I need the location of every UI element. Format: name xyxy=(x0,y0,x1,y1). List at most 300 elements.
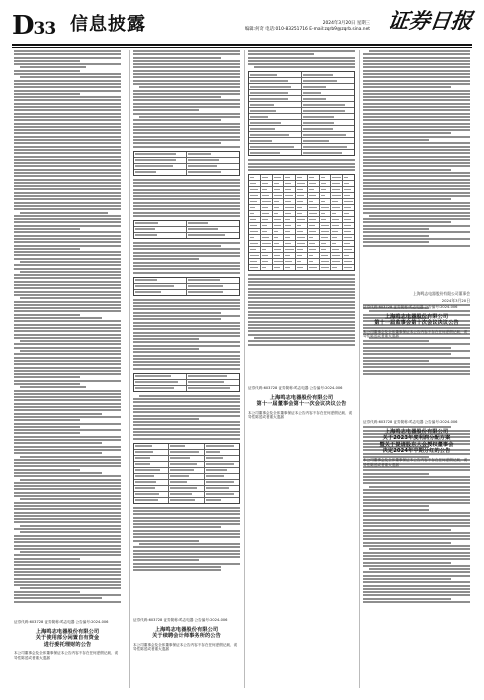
body-text-line xyxy=(363,545,470,547)
table-cell xyxy=(273,211,285,216)
body-text-line xyxy=(363,565,470,567)
body-text-line xyxy=(14,307,121,309)
table-cell xyxy=(169,468,204,473)
body-text-line xyxy=(363,347,451,349)
body-text-line xyxy=(14,126,121,128)
page-number xyxy=(12,12,55,43)
body-text-line xyxy=(133,520,240,522)
body-text-line xyxy=(14,432,80,434)
body-text-line xyxy=(248,166,355,168)
body-text-line xyxy=(14,202,121,204)
body-text-line xyxy=(14,330,121,332)
table-cell xyxy=(205,450,239,455)
body-text-line xyxy=(363,96,470,98)
table-cell xyxy=(302,132,354,137)
body-text-line xyxy=(14,287,121,289)
body-text-line xyxy=(363,562,451,564)
table-cell xyxy=(249,84,302,89)
body-text-line xyxy=(133,566,221,568)
body-text-line xyxy=(363,129,470,131)
table-cell xyxy=(187,374,239,379)
body-text-line xyxy=(14,304,121,306)
body-text-line xyxy=(363,90,470,92)
masthead xyxy=(12,10,472,44)
table-cell xyxy=(284,211,296,216)
body-text-line xyxy=(363,238,470,240)
body-text-line xyxy=(248,57,355,59)
cell-text-texture xyxy=(274,261,283,263)
cell-text-texture xyxy=(297,201,303,203)
table-cell xyxy=(331,211,343,216)
body-text-line xyxy=(14,228,80,230)
body-text-line xyxy=(14,554,121,556)
body-text-line xyxy=(14,508,121,510)
table-cell xyxy=(169,456,204,461)
body-text-line xyxy=(248,311,355,313)
cell-text-texture xyxy=(250,80,288,82)
body-text-line xyxy=(14,459,121,461)
cell-text-texture xyxy=(262,231,267,233)
body-text-line xyxy=(14,90,121,92)
cell-text-texture xyxy=(274,177,282,179)
table-cell xyxy=(261,217,273,222)
body-text-line xyxy=(14,320,121,322)
table-cell xyxy=(308,223,320,228)
body-text-line xyxy=(14,185,121,187)
table-cell xyxy=(284,181,296,186)
body-text-line xyxy=(14,561,121,563)
body-text-line xyxy=(14,218,121,220)
stock-code: 证券代码:603728 证券简称:鸣志电器 公告编号:2024-006 xyxy=(363,305,458,309)
body-text-line xyxy=(14,136,121,138)
body-text-line xyxy=(133,510,240,512)
cell-text-texture xyxy=(188,165,217,167)
table-cell xyxy=(331,229,343,234)
body-text-line xyxy=(14,403,121,405)
table-cell xyxy=(331,265,343,270)
cell-text-texture xyxy=(262,219,268,221)
cell-text-texture xyxy=(285,201,291,203)
body-text-line xyxy=(14,324,121,326)
cell-text-texture xyxy=(297,219,305,221)
data-table xyxy=(133,220,240,239)
body-text-line xyxy=(14,482,121,484)
body-text-line xyxy=(14,149,121,151)
table-cell xyxy=(187,233,239,238)
body-text-line xyxy=(14,601,121,603)
body-text-line xyxy=(133,364,240,366)
body-text-line xyxy=(248,169,355,171)
table-row xyxy=(134,170,239,175)
body-text-line xyxy=(363,496,470,498)
table-cell xyxy=(134,227,187,232)
body-text-line xyxy=(14,465,121,467)
cell-text-texture xyxy=(321,255,328,257)
cell-text-texture xyxy=(135,285,174,287)
body-text-line xyxy=(133,83,240,85)
table-cell xyxy=(273,199,285,204)
body-text-line xyxy=(14,63,121,65)
cell-text-texture xyxy=(274,225,281,227)
body-text-line xyxy=(133,60,240,62)
body-text-line xyxy=(248,291,355,293)
table-cell xyxy=(296,187,308,192)
table-cell xyxy=(261,229,273,234)
body-text-line xyxy=(14,284,121,286)
body-text-line xyxy=(20,531,121,533)
table-cell xyxy=(308,175,320,180)
data-table xyxy=(248,71,355,156)
body-text-line xyxy=(248,330,355,332)
cell-text-texture xyxy=(250,195,258,197)
table-cell xyxy=(249,102,302,107)
cell-text-texture xyxy=(250,183,256,185)
table-cell xyxy=(134,152,187,157)
cell-text-texture xyxy=(274,249,281,251)
body-text-line xyxy=(363,350,470,352)
body-text-line xyxy=(133,182,240,184)
body-text-line xyxy=(363,502,470,504)
cell-text-texture xyxy=(135,445,152,447)
table-cell xyxy=(134,170,187,175)
table-cell xyxy=(343,205,354,210)
cell-text-texture xyxy=(206,481,235,483)
body-text-line xyxy=(14,485,121,487)
cell-text-texture xyxy=(206,457,223,459)
table-cell xyxy=(134,480,169,485)
cell-text-texture xyxy=(250,140,272,142)
signoff-block xyxy=(363,290,470,306)
table-cell xyxy=(320,199,332,204)
body-text-line xyxy=(133,526,221,528)
table-cell xyxy=(249,114,302,119)
cell-text-texture xyxy=(188,234,225,236)
body-text-line xyxy=(363,169,451,171)
table-cell xyxy=(249,253,261,258)
body-text-line xyxy=(363,83,470,85)
table-cell xyxy=(187,152,239,157)
table-cell xyxy=(134,158,187,163)
body-text-line xyxy=(369,568,470,570)
body-text-line xyxy=(14,175,121,177)
table-cell xyxy=(296,229,308,234)
cell-text-texture xyxy=(309,267,317,269)
body-text-line xyxy=(363,505,429,507)
cell-text-texture xyxy=(170,487,197,489)
cell-text-texture xyxy=(274,267,280,269)
body-text-line xyxy=(14,541,121,543)
table-cell xyxy=(205,486,239,491)
table-cell xyxy=(261,259,273,264)
cell-text-texture xyxy=(285,237,290,239)
body-text-line xyxy=(363,113,470,115)
body-text-line xyxy=(133,308,240,310)
body-text-line xyxy=(363,116,470,118)
cell-text-texture xyxy=(135,451,153,453)
body-text-line xyxy=(363,146,470,148)
body-text-line xyxy=(248,307,355,309)
cell-text-texture xyxy=(250,152,280,154)
body-text-line xyxy=(20,525,121,527)
table-cell xyxy=(134,290,187,295)
body-text-line xyxy=(14,221,121,223)
table-cell xyxy=(273,229,285,234)
cell-text-texture xyxy=(297,231,302,233)
body-text-line xyxy=(14,188,121,190)
body-text-line xyxy=(363,123,470,125)
body-text-line xyxy=(14,132,121,134)
cell-text-texture xyxy=(309,237,313,239)
body-text-line xyxy=(14,314,80,316)
table-cell xyxy=(331,223,343,228)
cell-text-texture xyxy=(206,451,220,453)
cell-text-texture xyxy=(170,457,189,459)
cell-text-texture xyxy=(250,134,289,136)
table-cell xyxy=(261,193,273,198)
table-cell xyxy=(261,205,273,210)
table-cell xyxy=(273,217,285,222)
body-text-line xyxy=(363,601,470,603)
table-cell xyxy=(320,217,332,222)
cell-text-texture xyxy=(135,469,160,471)
table-cell xyxy=(273,259,285,264)
table-cell xyxy=(343,229,354,234)
notice-heading: 上海鸣志电器股份有限公司 关于2023年度利润分配方案 暨关于提请股东大会授权董事会 决定2024年中期分红的公告 xyxy=(379,428,454,455)
body-text-line xyxy=(20,340,121,342)
body-text-line xyxy=(14,442,102,444)
body-text-line xyxy=(363,126,470,128)
data-table xyxy=(133,373,240,392)
cell-text-texture xyxy=(262,189,267,191)
cell-text-texture xyxy=(321,237,328,239)
body-text-line xyxy=(363,479,470,481)
table-cell xyxy=(249,211,261,216)
body-text-line xyxy=(14,383,80,385)
cell-text-texture xyxy=(285,183,290,185)
cell-text-texture xyxy=(262,237,270,239)
cell-text-texture xyxy=(344,189,351,191)
table-cell xyxy=(296,223,308,228)
body-text-line xyxy=(14,492,121,494)
body-text-line xyxy=(133,53,240,55)
body-text-line xyxy=(14,597,102,599)
body-text-line xyxy=(363,340,429,342)
body-text-line xyxy=(133,70,240,72)
table-cell xyxy=(187,158,239,163)
cell-text-texture xyxy=(303,74,333,76)
table-cell xyxy=(187,380,239,385)
body-text-line xyxy=(14,241,121,243)
body-text-line xyxy=(14,294,121,296)
cell-text-texture xyxy=(285,207,294,209)
table-cell xyxy=(187,164,239,169)
body-text-line xyxy=(363,241,429,243)
table-cell xyxy=(302,114,354,119)
body-text-line xyxy=(248,159,355,161)
body-text-line xyxy=(14,182,121,184)
body-text-line xyxy=(20,386,86,388)
cell-text-texture xyxy=(332,225,339,227)
cell-text-texture xyxy=(188,387,230,389)
table-cell xyxy=(308,199,320,204)
table-cell xyxy=(249,175,261,180)
body-text-line xyxy=(14,571,121,573)
body-text-line xyxy=(14,515,121,517)
cell-text-texture xyxy=(321,267,330,269)
table-cell xyxy=(331,235,343,240)
body-text-line xyxy=(14,406,121,408)
cell-text-texture xyxy=(170,493,191,495)
cell-text-texture xyxy=(344,201,353,203)
table-cell xyxy=(205,498,239,503)
table-cell xyxy=(249,229,261,234)
cell-text-texture xyxy=(297,225,301,227)
body-text-line xyxy=(20,76,121,78)
cell-text-texture xyxy=(274,255,280,257)
cell-text-texture xyxy=(332,267,337,269)
body-text-line xyxy=(14,416,121,418)
body-text-line xyxy=(363,156,470,158)
table-cell xyxy=(331,247,343,252)
table-cell xyxy=(284,205,296,210)
cell-text-texture xyxy=(332,183,340,185)
body-text-line xyxy=(363,585,470,587)
table-cell xyxy=(261,223,273,228)
cell-text-texture xyxy=(206,475,225,477)
cell-text-texture xyxy=(170,475,188,477)
cell-text-texture xyxy=(321,261,329,263)
notice-block-col1 xyxy=(14,620,121,661)
column-2 xyxy=(133,50,240,690)
body-text-line xyxy=(133,103,240,105)
body-text-line xyxy=(248,314,355,316)
body-text-line xyxy=(133,80,240,82)
body-text-line xyxy=(133,252,240,254)
body-text-line xyxy=(139,86,240,88)
table-cell xyxy=(169,480,204,485)
body-text-line xyxy=(14,165,121,167)
body-text-line xyxy=(133,507,240,509)
body-text-line xyxy=(363,591,470,593)
body-text-line xyxy=(133,553,240,555)
table-row xyxy=(134,233,239,238)
body-text-line xyxy=(133,73,240,75)
table-cell xyxy=(134,233,187,238)
body-text-line xyxy=(14,390,121,392)
cell-text-texture xyxy=(250,189,258,191)
table-cell xyxy=(308,229,320,234)
body-text-line xyxy=(133,146,240,148)
table-cell xyxy=(284,265,296,270)
body-text-line xyxy=(363,152,470,154)
table-cell xyxy=(134,221,187,226)
table-cell xyxy=(134,444,169,449)
cell-text-texture xyxy=(309,249,316,251)
table-cell xyxy=(302,138,354,143)
body-text-line xyxy=(363,212,470,214)
body-text-line xyxy=(14,502,121,504)
body-text-line xyxy=(248,281,355,283)
body-text-line xyxy=(363,99,470,101)
notice-block-col2 xyxy=(133,618,240,652)
body-text-line xyxy=(14,429,121,431)
body-text-line xyxy=(363,552,470,554)
body-text-line xyxy=(14,258,121,260)
body-text-line xyxy=(14,129,121,131)
notice-heading: 上海鸣志电器股份有限公司 第十一届监事会第十次会议决议公告 xyxy=(374,313,459,327)
cell-text-texture xyxy=(250,74,277,76)
body-text-line xyxy=(20,212,108,214)
table-cell xyxy=(296,181,308,186)
cell-text-texture xyxy=(135,487,155,489)
body-text-line xyxy=(133,424,240,426)
body-text-line xyxy=(14,86,121,88)
cell-text-texture xyxy=(135,481,156,483)
cell-text-texture xyxy=(309,189,314,191)
cell-text-texture xyxy=(297,249,303,251)
cell-text-texture xyxy=(188,279,220,281)
body-text-line xyxy=(363,66,470,68)
table-cell xyxy=(249,96,302,101)
body-text-line xyxy=(14,116,121,118)
cell-text-texture xyxy=(250,86,291,88)
cell-text-texture xyxy=(262,183,269,185)
body-text-line xyxy=(133,335,240,337)
body-text-line xyxy=(133,109,199,111)
cell-text-texture xyxy=(250,261,257,263)
body-text-line xyxy=(14,393,121,395)
body-text-line xyxy=(363,218,470,220)
cell-text-texture xyxy=(250,219,256,221)
body-text-line xyxy=(363,360,429,362)
body-text-line xyxy=(14,413,102,415)
table-cell xyxy=(134,492,169,497)
table-cell xyxy=(249,235,261,240)
board-statement: 本公司董事会及全体董事保证本公告内容不存在任何虚假记载、误导性陈述或者重大遗漏 xyxy=(363,329,468,339)
cell-text-texture xyxy=(170,451,199,453)
body-text-line xyxy=(133,215,240,217)
body-text-line xyxy=(248,60,355,62)
cell-text-texture xyxy=(262,195,269,197)
body-text-line xyxy=(363,522,470,524)
column-4 xyxy=(363,50,470,690)
table-cell xyxy=(302,96,354,101)
body-text-line xyxy=(363,555,470,557)
cell-text-texture xyxy=(309,195,316,197)
cell-text-texture xyxy=(250,116,268,118)
cell-text-texture xyxy=(297,195,303,197)
body-text-line xyxy=(248,301,355,303)
table-cell xyxy=(302,72,354,77)
body-text-line xyxy=(14,310,121,312)
data-table xyxy=(248,174,355,271)
stock-code: 证券代码:603728 证券简称:鸣志电器 公告编号:2024-006 xyxy=(363,420,458,424)
body-text-line xyxy=(363,70,470,72)
column-1 xyxy=(14,50,121,690)
body-text-line xyxy=(14,594,121,596)
body-text-line xyxy=(14,169,121,171)
body-text-line xyxy=(248,163,355,165)
editor-contact: 编辑:何奇 电话:010-83251716 E-mail:zqrb9@zqrb.sina.net xyxy=(244,27,370,32)
table-cell xyxy=(284,235,296,240)
cell-text-texture xyxy=(135,171,156,173)
body-text-line xyxy=(14,179,121,181)
cell-text-texture xyxy=(332,189,339,191)
body-text-line xyxy=(14,235,121,237)
cell-text-texture xyxy=(344,267,352,269)
cell-text-texture xyxy=(274,231,278,233)
body-text-line xyxy=(14,337,121,339)
